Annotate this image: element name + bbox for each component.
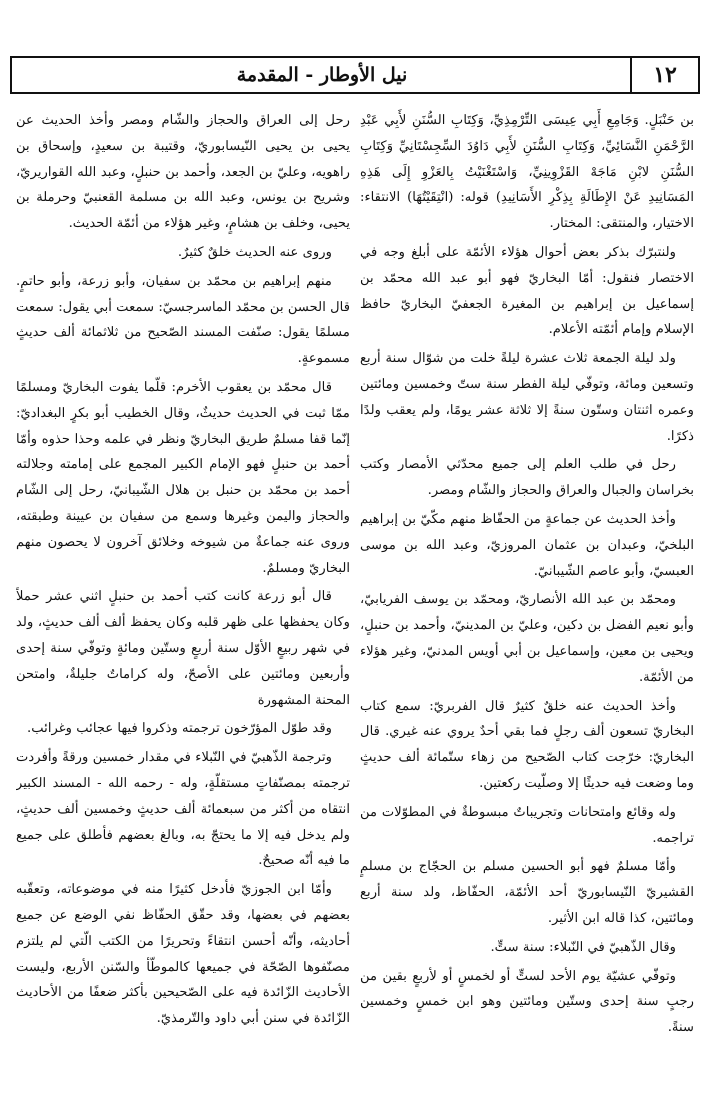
paragraph: وأمّا ابن الجوزيّ فأدخل كثيرًا منه في موضوعاته، وتعقّبه بعضهم في بعضها، وقد حقّق الحفّاظ نفي الوضع عن جميع أحاديثه، وأنّه أحسن انتقاءً وتحريرًا من الكتب الّتي لم يلتزم مصنّفوها الصّحّة في جميعها كالموطّأ والسّنن الأربع، وليست الأحاديث الزّائدة فيه على الصّحيحين بأكثر ضعفًا من الأحاديث الزّائدة في سنن أبي داود والتّرمذيّ. <box>16 882 350 1027</box>
paragraph: قال محمّد بن يعقوب الأخرم: قلّما يفوت البخاريّ ومسلمًا ممّا ثبت في الحديث حديثٌ، وقال الخطيب أبو بكرٍ البغداديّ: إنّما قفا مسلمٌ طريق البخاريّ ونظر في علمه وحذا حذوه وأمّا أحمد بن حنبلٍ فهو الإمام الكبير المجمع على إمامته وجلالته أحمد بن محمّد بن حنبل بن هلال الشّيبانيّ، رحل إلى الشّام والحجاز واليمن وغيرها وسمع من سفيان بن عيينة وطبقته، وروى عنه جماعةٌ من شيوخه وخلائق آخرون لا يحصون منهم البخاريّ ومسلمٌ. <box>16 379 350 576</box>
paragraph: وأخذ الحديث عن جماعةٍ من الحفّاظ منهم مكّيّ بن إبراهيم البلخيّ، وعبدان بن عثمان المروزيّ، وعبد الله بن موسى العبسيّ، وأبو عاصم الشّيبانيّ. <box>360 511 694 579</box>
paragraph: رحل في طلب العلم إلى جميع محدّثي الأمصار وكتب بخراسان والجبال والعراق والحجاز والشّام ومصر. <box>360 457 694 499</box>
right-text-column <box>360 108 694 1098</box>
left-text-column <box>16 108 350 1098</box>
paragraph: ولد ليلة الجمعة ثلاث عشرة ليلةً خلت من شوّال سنة أربع وتسعين ومائة، وتوفّي ليلة الفطر سنة ستّ وخمسين ومائتين وعمره اثنتان وستّون سنةً إلا ثلاثة عشر يومًا، ولم يعقب ولدًا ذكرًا. <box>360 351 694 444</box>
paragraph: وأمّا مسلمٌ فهو أبو الحسين مسلم بن الحجّاج بن مسلمٍ القشيريّ النّيسابوريّ أحد الأئمّة، الحفّاظ، ولد سنة أربع ومائتين، كذا قاله ابن الأثير. <box>360 859 694 926</box>
paragraph: منهم إبراهيم بن محمّد بن سفيان، وأبو زرعة، وأبو حاتمٍ. قال الحسن بن محمّد الماسرجسيّ: سمعت أبي يقول: سمعت مسلمًا يقول: صنّفت المسند الصّحيح من ثلاثمائة ألف حديثٍ مسموعةٍ. <box>16 273 350 367</box>
paragraph: رحل إلى العراق والحجاز والشّام ومصر وأخذ الحديث عن يحيى بن يحيى النّيسابوريّ، وقتيبة بن سعيدٍ، وإسحاق بن راهويه، وعليّ بن الجعد، وأحمد بن حنبلٍ، وعبد الله القواريريّ، وشريح بن يونس، وعبد الله بن مسلمة القعنبيّ وحرملة بن يحيى، وخلف بن هشامٍ، وغير هؤلاء من أئمّة الحديث. <box>16 113 350 232</box>
paragraph: قال أبو زرعة كانت كتب أحمد بن حنبلٍ اثني عشر حملاً وكان يحفظها على ظهر قلبه وكان يحفظ ألف ألف حديثٍ، ولد في شهر ربيعٍ الأوّل سنة أربعٍ وستّين ومائةٍ وتوفّي سنة إحدى وأربعين ومائتين على الأصحّ، وله كراماتٌ جليلةٌ، وامتحن المحنة المشهورة <box>16 589 350 708</box>
page-number: ١٢ <box>630 58 698 92</box>
paragraph: وروى عنه الحديث خلقٌ كثيرٌ. <box>177 244 332 260</box>
paragraph: بن حَنْبَلٍ. وَجَامِعِ أَبِي عِيسَى التِّرْمِذِيِّ، وَكِتَابِ السُّنَنِ لأَبِي عَبْدِ الرَّحْمَنِ النَّسَائِيِّ، وَكِتَابِ السُّنَنِ لأَبِي دَاوُدَ السِّجِسْتَانِيِّ وَكِتَابِ السُّنَنِ لابْنِ مَاجَهْ القَزْوِينِيِّ، وَاسْتَغْنَيْتُ بِالعَزْوِ إِلَى هَذِهِ المَسَانِيدِ عَنْ الإِطَالَةِ بِذِكْرِ الأَسَانِيدِ) قوله: (انْتِقَيْتُهَا) الانتقاء: الاختيار، والمنتقى: المختار. <box>360 113 694 232</box>
paragraph: وله وقائع وامتحانات وتجريباتٌ مبسوطةٌ في المطوّلات من تراجمه. <box>360 804 694 846</box>
paragraph: وتوفّي عشيّة يوم الأحد لستٍّ أو لخمسٍ أو لأربعٍ بقين من رجبٍ سنة إحدى وستّين ومائتين وهو ابن خمسٍ وخمسين سنةً. <box>360 968 694 1036</box>
running-title: نيل الأوطار - المقدمة <box>236 64 408 86</box>
paragraph: وترجمة الذّهبيّ في النّبلاء في مقدار خمسين ورقةً وأفردت ترجمته بمصنّفاتٍ مستقلّةٍ، وله - رحمه الله - المسند الكبير انتقاه من أكثر من سبعمائة ألف حديثٍ وخمسين ألف حديثٍ، ولم يدخل فيه إلا ما يحتجّ به، وبالغ بعضهم فأطلق على جميع ما فيه أنّه صحيحٌ. <box>16 750 350 869</box>
paragraph: وأخذ الحديث عنه خلقٌ كثيرٌ قال الفربريّ: سمع كتاب البخاريّ تسعون ألف رجلٍ فما بقي أحدٌ يروي عنه غيري. قال البخاريّ: خرّجت كتاب الصّحيح من زهاء ستّمائة ألف حديثٍ وما وضعت فيه حديثًا إلا وصلّيت ركعتين. <box>360 698 694 791</box>
paragraph: ومحمّد بن عبد الله الأنصاريّ، ومحمّد بن يوسف الفريابيّ، وأبو نعيم الفضل بن دكين، وعليّ بن المدينيّ، وأحمد بن حنبلٍ، ويحيى بن معين، وإسماعيل بن أبي أويس المدنيّ، وغير هؤلاء من الأئمّة. <box>360 592 694 685</box>
paragraph: ولنتبرّك بذكر بعض أحوال هؤلاء الأئمّة على أبلغ وجه في الاختصار فنقول: أمّا البخاريّ فهو أبو عبد الله محمّد بن إسماعيل بن إبراهيم بن المغيرة الجعفيّ البخاريّ حافظ الإسلام وإمام أئمّته الأعلام. <box>360 244 694 338</box>
page-header <box>10 56 700 94</box>
paragraph: وقد طوّل المؤرّخون ترجمته وذكروا فيها عجائب وغرائب. <box>27 721 332 737</box>
paragraph: وقال الذّهبيّ في النّبلاء: سنة ستٍّ. <box>490 939 676 955</box>
